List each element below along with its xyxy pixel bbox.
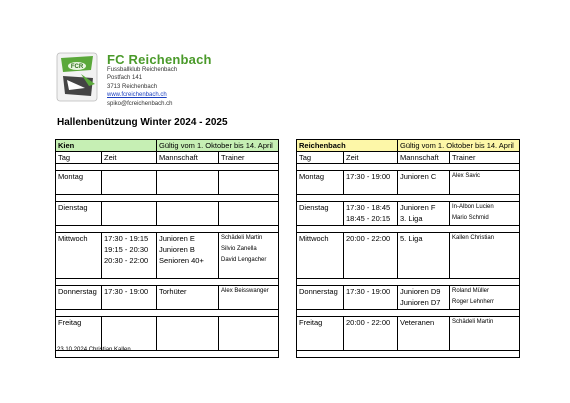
team-entry: 5. Liga: [400, 234, 423, 243]
column-header: Mannschaft: [157, 152, 219, 164]
day-cell: Donnerstag: [297, 286, 344, 310]
table-row: [297, 286, 520, 310]
time-entry: 20:00 - 22:00: [346, 234, 391, 243]
club-line: Postfach 141: [107, 75, 143, 82]
trainer-entry: David Lengacher: [221, 257, 267, 263]
trainer-cell: [219, 317, 279, 351]
team-cell: [157, 202, 219, 226]
time-entry: [346, 297, 395, 308]
schedule-table-kien: [55, 139, 279, 358]
time-entry: 20:00 - 22:00: [346, 318, 391, 327]
team-cell: [398, 317, 450, 351]
row-spacer: [56, 310, 279, 317]
team-cell: [398, 202, 450, 226]
team-entry: Senioren 40+: [159, 256, 204, 265]
time-entry: 17:30 - 19:15: [104, 234, 149, 243]
trainer-cell: [450, 317, 520, 351]
validity-note: Gültig vom 1. Oktober bis 14. April: [157, 140, 279, 152]
table-row: [56, 202, 279, 226]
time-entry: 17:30 - 19:00: [346, 287, 391, 296]
row-spacer: [297, 195, 520, 202]
row-spacer: [297, 351, 520, 358]
time-entry: 17:30 - 18:45: [346, 203, 391, 212]
team-cell: [157, 286, 219, 310]
club-name: FC Reichenbach: [107, 52, 212, 67]
trainer-cell: [450, 202, 520, 226]
column-header: Mannschaft: [398, 152, 450, 164]
table-title: Kien: [56, 140, 157, 152]
day-cell: Montag: [297, 171, 344, 195]
time-cell: [344, 202, 398, 226]
trainer-entry: Schädeli Martin: [221, 235, 263, 241]
table-row: [56, 233, 279, 279]
page-title: Hallenbenützung Winter 2024 - 2025: [57, 117, 228, 128]
team-entry: 3. Liga: [400, 214, 423, 223]
trainer-entry: Kallen Christian: [452, 235, 495, 241]
column-header: Trainer: [450, 152, 520, 164]
time-entry: 19:15 - 20:30: [104, 245, 149, 254]
time-cell: [344, 317, 398, 351]
day-cell: Freitag: [297, 317, 344, 351]
team-cell: [398, 233, 450, 279]
time-entry: 17:30 - 19:00: [346, 172, 391, 181]
table-row: [297, 171, 520, 195]
day-cell: Donnerstag: [56, 286, 102, 310]
table-row: [297, 233, 520, 279]
trainer-cell: [450, 286, 520, 310]
row-spacer: [56, 279, 279, 286]
day-cell: Dienstag: [297, 202, 344, 226]
trainer-entry: Roland Müller: [452, 288, 490, 294]
team-entry: Junioren D9: [400, 287, 441, 296]
club-email: spiko@fcreichenbach.ch: [107, 100, 173, 107]
team-entry: Junioren E: [159, 234, 195, 243]
trainer-cell: [450, 233, 520, 279]
trainer-cell: [219, 286, 279, 310]
column-header: Zeit: [102, 152, 157, 164]
trainer-cell: [219, 202, 279, 226]
row-spacer: [56, 164, 279, 171]
day-cell: Freitag: [56, 317, 102, 351]
row-spacer: [297, 279, 520, 286]
row-spacer: [56, 195, 279, 202]
club-website-link[interactable]: www.fcreichenbach.ch: [107, 92, 167, 99]
table-row: [56, 286, 279, 310]
day-cell: Mittwoch: [56, 233, 102, 279]
time-cell: [344, 233, 398, 279]
time-cell: [102, 171, 157, 195]
day-cell: Mittwoch: [297, 233, 344, 279]
row-spacer: [297, 164, 520, 171]
trainer-entry: Schädeli Martin: [452, 319, 494, 325]
time-cell: [102, 233, 157, 279]
time-cell: [102, 286, 157, 310]
table-row: [56, 171, 279, 195]
column-header: Trainer: [219, 152, 279, 164]
validity-note: Gültig vom 1. Oktober bis 14. April: [398, 140, 520, 152]
day-cell: Montag: [56, 171, 102, 195]
team-cell: [398, 171, 450, 195]
column-header: Tag: [56, 152, 102, 164]
trainer-entry: In-Albon Lucien: [452, 204, 494, 210]
row-spacer: [297, 226, 520, 233]
table-row: [56, 317, 279, 351]
time-cell: [102, 317, 157, 351]
time-cell: [344, 171, 398, 195]
table-row: [297, 317, 520, 351]
table-title: Reichenbach: [297, 140, 398, 152]
day-cell: Dienstag: [56, 202, 102, 226]
trainer-entry: Roger Lehnherr: [452, 299, 495, 305]
row-spacer: [56, 226, 279, 233]
column-header: Zeit: [344, 152, 398, 164]
trainer-entry: Alex Savic: [452, 173, 481, 179]
trainer-entry: Alex Beisswanger: [221, 288, 269, 294]
time-entry: 17:30 - 19:00: [104, 287, 149, 296]
time-cell: [344, 286, 398, 310]
team-entry: Torhüter: [159, 287, 187, 296]
schedule-table-reichenbach: [296, 139, 520, 358]
trainer-cell: [219, 171, 279, 195]
table-row: [297, 202, 520, 226]
club-line: Fussballklub Reichenbach: [107, 67, 178, 73]
row-spacer: [297, 310, 520, 317]
trainer-entry: Mario Schmid: [452, 215, 489, 221]
team-cell: [398, 286, 450, 310]
team-entry: Junioren C: [400, 172, 437, 181]
trainer-entry: Silvio Zanella: [221, 246, 257, 252]
time-cell: [102, 202, 157, 226]
club-logo: [55, 50, 101, 106]
team-entry: Junioren B: [159, 245, 195, 254]
club-line: 3713 Reichenbach: [107, 83, 158, 90]
team-cell: [157, 171, 219, 195]
team-entry: Veteranen: [400, 318, 435, 327]
trainer-cell: [450, 171, 520, 195]
club-address: [107, 66, 177, 108]
column-header: Tag: [297, 152, 344, 164]
team-cell: [157, 317, 219, 351]
svg-text:FCR: FCR: [70, 64, 84, 70]
team-entry: Junioren F: [400, 203, 436, 212]
time-entry: 18:45 - 20:15: [346, 214, 391, 223]
team-entry: Junioren D7: [400, 298, 441, 307]
footer-note: 23.10.2024 Christian Kallen: [57, 347, 131, 353]
team-cell: [157, 233, 219, 279]
time-entry: 20:30 - 22:00: [104, 256, 149, 265]
trainer-cell: [219, 233, 279, 279]
